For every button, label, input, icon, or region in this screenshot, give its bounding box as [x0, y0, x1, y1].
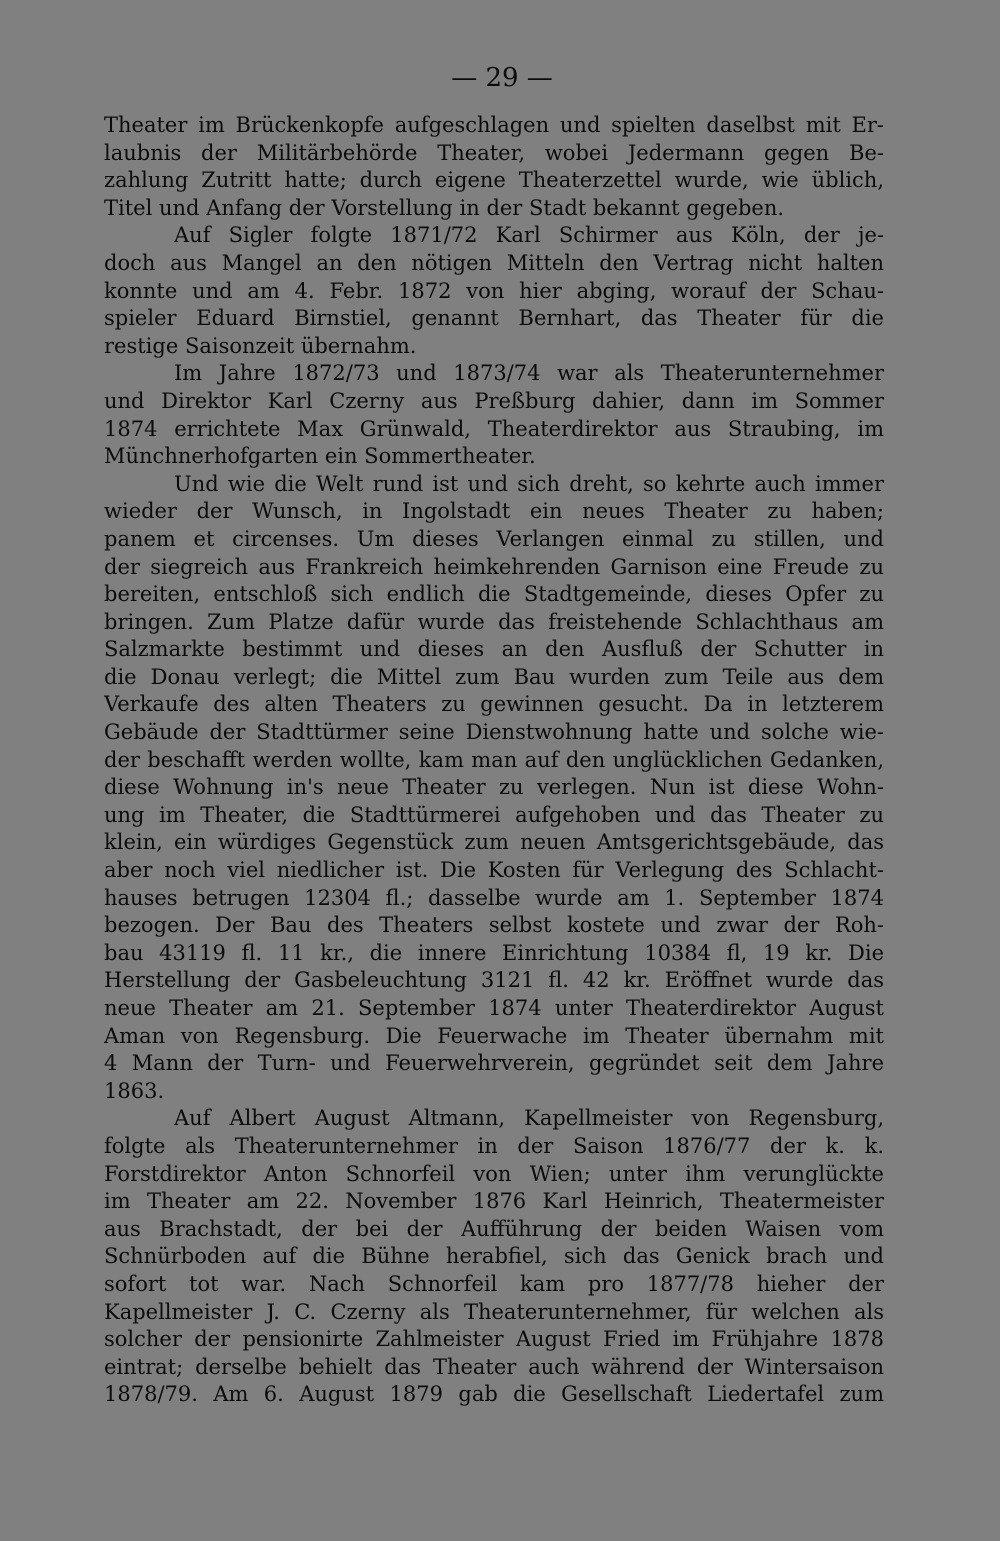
text-line: Im Jahre 1872/73 und 1873/74 war als Theaterunternehmer: [174, 361, 884, 386]
text-line: Titel und Anfang der Vorstellung in der Stadt bekannt gegeben.: [104, 195, 785, 220]
text-line: solcher der pensionirte Zahlmeister August Fried im Frühjahre 1878: [104, 1327, 884, 1352]
text-line: Herstellung der Gasbeleuchtung 3121 fl. 42 kr. Eröffnet wurde das: [104, 968, 884, 993]
text-line: der siegreich aus Frankreich heimkehrenden Garnison eine Freude zu: [104, 554, 884, 579]
text-line: aber noch viel niedlicher ist. Die Kosten für Verlegung des Schlacht-: [104, 858, 884, 883]
text-line: 1863.: [104, 1078, 165, 1103]
body-text: [104, 112, 884, 1409]
text-line: neue Theater am 21. September 1874 unter Theaterdirektor August: [104, 996, 884, 1020]
text-line: im Theater am 22. November 1876 Karl Heinrich, Theatermeister: [104, 1189, 884, 1214]
text-line: 4 Mann der Turn- und Feuerwehrverein, gegründet seit dem Jahre: [104, 1051, 884, 1076]
text-line: diese Wohnung in's neue Theater zu verlegen. Nun ist diese Wohn-: [104, 775, 884, 800]
text-line: doch aus Mangel an den nötigen Mitteln den Vertrag nicht halten: [104, 250, 884, 275]
text-line: aus Brachstadt, der bei der Aufführung der beiden Waisen vom: [104, 1216, 884, 1241]
text-line: folgte als Theaterunternehmer in der Saison 1876/77 der k. k.: [104, 1133, 884, 1158]
text-line: Gebäude der Stadttürmer seine Dienstwohnung hatte und solche wie-: [104, 720, 884, 745]
text-line: eintrat; derselbe behielt das Theater auch während der Wintersaison: [104, 1354, 884, 1379]
text-line: ung im Theater, die Stadttürmerei aufgehoben und das Theater zu: [104, 802, 884, 827]
text-line: Auf Sigler folgte 1871/72 Karl Schirmer aus Köln, der je-: [174, 223, 884, 248]
text-line: wieder der Wunsch, in Ingolstadt ein neues Theater zu haben;: [104, 499, 884, 524]
text-line: spieler Eduard Birnstiel, genannt Bernhart, das Theater für die: [104, 306, 884, 331]
page-number: — 29 —: [451, 63, 553, 93]
text-line: klein, ein würdiges Gegenstück zum neuen Amtsgerichtsgebäude, das: [104, 830, 884, 855]
text-line: Forstdirektor Anton Schnorfeil von Wien; unter ihm verunglückte: [104, 1161, 884, 1186]
text-line: sofort tot war. Nach Schnorfeil kam pro 1877/78 hieher der: [104, 1271, 884, 1296]
text-line: die Donau verlegt; die Mittel zum Bau wurden zum Teile aus dem: [104, 664, 884, 689]
text-line: Kapellmeister J. C. Czerny als Theaterunternehmer, für welchen als: [104, 1299, 884, 1324]
book-page: [104, 58, 884, 1409]
text-line: Münchnerhofgarten ein Sommertheater.: [104, 444, 536, 469]
text-line: laubnis der Militärbehörde Theater, wobei Jedermann gegen Be-: [104, 140, 884, 165]
text-line: panem et circenses. Um dieses Verlangen einmal zu stillen, und: [104, 526, 884, 551]
text-line: bereiten, entschloß sich endlich die Stadtgemeinde, dieses Opfer zu: [104, 582, 884, 607]
text-line: konnte und am 4. Febr. 1872 von hier abging, worauf der Schau-: [104, 278, 884, 303]
text-line: Schnürboden auf die Bühne herabfiel, sich das Genick brach und: [104, 1244, 884, 1269]
text-line: Und wie die Welt rund ist und sich dreht, so kehrte auch immer: [174, 471, 884, 496]
text-line: bringen. Zum Platze dafür wurde das freistehende Schlachthaus am: [104, 609, 884, 634]
text-line: Verkaufe des alten Theaters zu gewinnen gesucht. Da in letzterem: [104, 692, 884, 717]
text-line: der beschafft werden wollte, kam man auf den unglücklichen Gedanken,: [104, 747, 884, 772]
text-line: hauses betrugen 12304 fl.; dasselbe wurde am 1. September 1874: [104, 885, 884, 910]
text-line: und Direktor Karl Czerny aus Preßburg dahier, dann im Sommer: [104, 388, 884, 413]
text-line: bau 43119 fl. 11 kr., die innere Einrichtung 10384 fl, 19 kr. Die: [104, 940, 884, 965]
text-line: Auf Albert August Altmann, Kapellmeister von Regensburg,: [174, 1106, 884, 1131]
text-line: Aman von Regensburg. Die Feuerwache im Theater übernahm mit: [104, 1023, 884, 1048]
text-line: bezogen. Der Bau des Theaters selbst kostete und zwar der Roh-: [104, 913, 884, 938]
text-line: Theater im Brückenkopfe aufgeschlagen und spielten daselbst mit Er-: [104, 113, 884, 137]
text-line: Salzmarkte bestimmt und dieses an den Ausfluß der Schutter in: [104, 637, 884, 662]
text-line: zahlung Zutritt hatte; durch eigene Theaterzettel wurde, wie üblich,: [104, 168, 884, 193]
text-line: restige Saisonzeit übernahm.: [104, 333, 417, 358]
text-line: 1874 errichtete Max Grünwald, Theaterdirektor aus Straubing, im: [104, 416, 884, 441]
text-line: 1878/79. Am 6. August 1879 gab die Gesellschaft Liedertafel zum: [104, 1382, 884, 1407]
